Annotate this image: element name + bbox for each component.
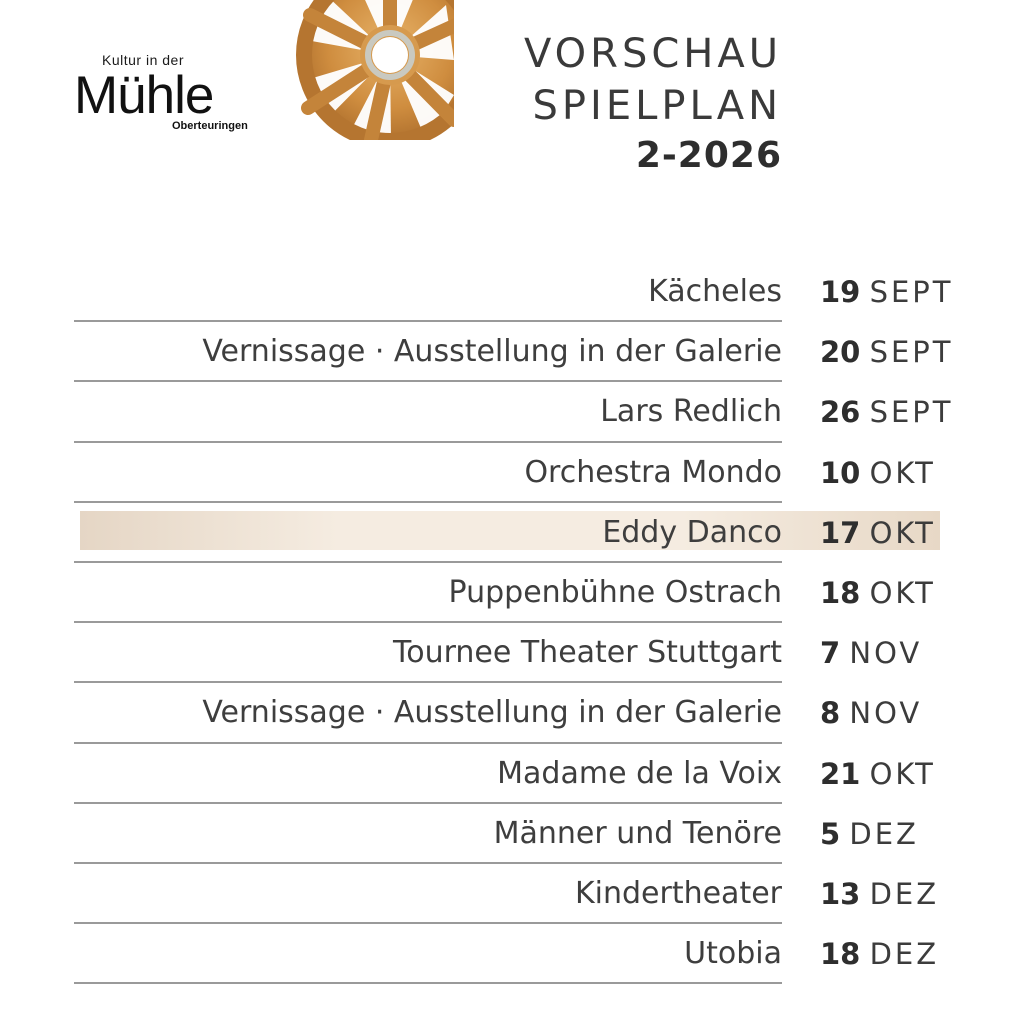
event-row bbox=[74, 322, 974, 382]
event-schedule bbox=[74, 262, 974, 984]
event-day: 8 bbox=[820, 696, 841, 731]
event-name: Vernissage · Ausstellung in der Galerie bbox=[202, 695, 782, 731]
event-date bbox=[820, 272, 954, 312]
event-row bbox=[74, 563, 974, 623]
event-day: 18 bbox=[820, 575, 861, 610]
event-month: DEZ bbox=[849, 816, 919, 851]
event-date bbox=[820, 332, 954, 372]
title-line-1: VORSCHAU bbox=[524, 31, 782, 77]
event-row bbox=[74, 683, 974, 743]
event-name: Puppenbühne Ostrach bbox=[448, 574, 782, 610]
event-day: 5 bbox=[820, 816, 841, 851]
event-row bbox=[74, 623, 974, 683]
event-row bbox=[74, 924, 974, 984]
event-month: DEZ bbox=[869, 876, 940, 911]
event-month: OKT bbox=[869, 756, 936, 791]
event-date bbox=[820, 874, 939, 914]
event-row bbox=[74, 382, 974, 442]
event-name: Eddy Danco bbox=[602, 514, 782, 550]
event-date bbox=[820, 573, 936, 613]
logo-name: Mühle bbox=[74, 66, 214, 125]
event-month: OKT bbox=[869, 575, 936, 610]
event-day: 18 bbox=[820, 937, 861, 972]
event-date bbox=[820, 453, 936, 493]
event-name: Kächeles bbox=[648, 274, 782, 309]
event-name: Orchestra Mondo bbox=[524, 454, 782, 490]
event-month: SEPT bbox=[869, 335, 954, 370]
event-name: Utobia bbox=[684, 936, 782, 972]
event-row bbox=[74, 262, 974, 322]
event-day: 26 bbox=[820, 395, 861, 430]
mill-wheel-image bbox=[296, 0, 454, 140]
page-title bbox=[500, 28, 782, 180]
event-day: 19 bbox=[820, 275, 861, 309]
row-divider bbox=[74, 982, 782, 984]
title-year: 2-2026 bbox=[635, 135, 782, 176]
event-name: Tournee Theater Stuttgart bbox=[392, 635, 782, 671]
event-date bbox=[820, 513, 936, 553]
event-name: Madame de la Voix bbox=[497, 755, 782, 791]
event-name: Vernissage · Ausstellung in der Galerie bbox=[202, 334, 782, 370]
event-day: 10 bbox=[820, 455, 861, 490]
event-row bbox=[74, 443, 974, 503]
event-row bbox=[74, 864, 974, 924]
event-day: 13 bbox=[820, 876, 861, 911]
event-day: 21 bbox=[820, 756, 861, 791]
event-day: 7 bbox=[820, 636, 841, 671]
logo-tagline: Kultur in der bbox=[102, 52, 184, 68]
event-day: 20 bbox=[820, 335, 861, 370]
event-month: SEPT bbox=[869, 395, 954, 430]
event-month: SEPT bbox=[869, 275, 954, 309]
logo-place: Oberteuringen bbox=[172, 120, 248, 132]
event-month: NOV bbox=[849, 696, 923, 731]
title-line-2: SPIELPLAN bbox=[532, 83, 782, 129]
event-date bbox=[820, 814, 919, 854]
event-row bbox=[74, 804, 974, 864]
event-month: OKT bbox=[869, 455, 936, 490]
event-month: NOV bbox=[849, 636, 923, 671]
logo bbox=[74, 48, 264, 138]
event-date bbox=[820, 633, 922, 673]
event-month: OKT bbox=[869, 515, 936, 550]
event-name: Männer und Tenöre bbox=[493, 815, 782, 851]
event-row-highlighted bbox=[74, 503, 974, 563]
event-month: DEZ bbox=[869, 937, 940, 972]
event-name: Lars Redlich bbox=[600, 394, 782, 430]
event-name: Kindertheater bbox=[574, 875, 782, 911]
event-date bbox=[820, 754, 936, 794]
event-day: 17 bbox=[820, 515, 861, 550]
event-row bbox=[74, 744, 974, 804]
event-date bbox=[820, 392, 954, 432]
event-date bbox=[820, 934, 939, 974]
event-date bbox=[820, 693, 922, 733]
